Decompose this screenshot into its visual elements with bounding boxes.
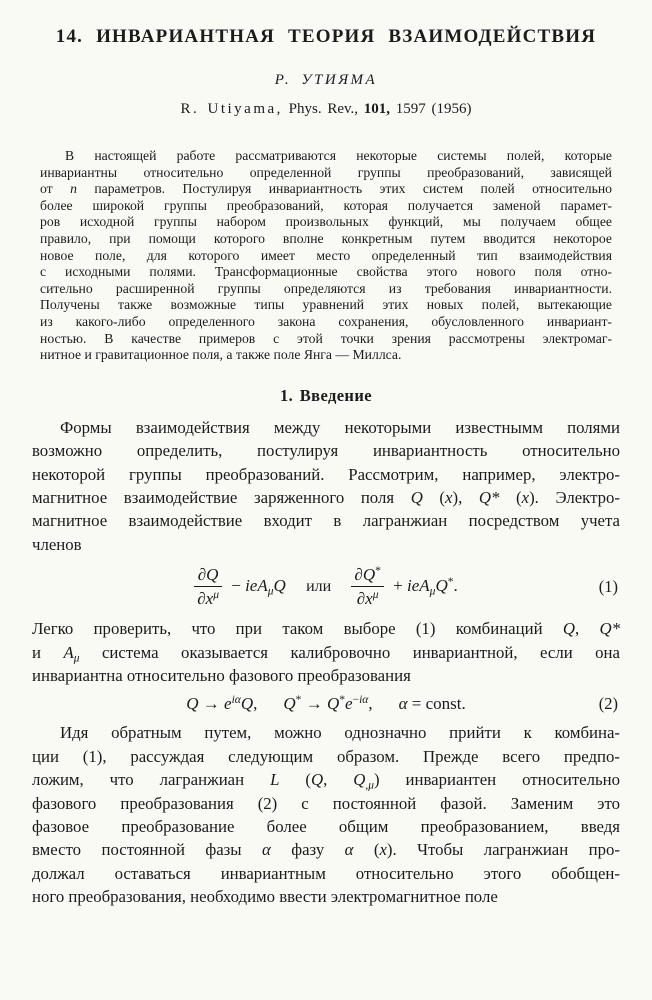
equation-1 (32, 562, 620, 611)
reference-volume: 101, (363, 101, 391, 117)
intro-paragraph-1 (32, 416, 620, 556)
text-line: инвариантна относительно фазового преобразования (32, 666, 411, 686)
fraction (351, 565, 383, 608)
text-line: должал оставаться инвариантным относительно этого обобщен- (32, 863, 620, 883)
text-line: ции (1), рассуждая следующим образом. Прежде всего предпо- (32, 746, 620, 766)
abstract-line: правило, при помощи которого вполне конкретным путем вводится некоторое (40, 230, 612, 246)
equation-term: const. (425, 694, 466, 714)
equation-term: $Q \to e^{i\alpha}Q$, (186, 693, 258, 714)
abstract-line: Получены также возможные типы уравнений этих новых полей, вытекающие (40, 297, 612, 313)
abstract-line: В настоящей работе рассматриваются некоторые системы полей, которые (65, 148, 612, 163)
fraction-numerator: ∂Q* (351, 565, 383, 587)
text-line: ного преобразования, необходимо ввести электромагнитное поле (32, 887, 498, 907)
abstract-line: с исходными полями. Трансформационные свойства этого нового поля отно- (40, 264, 612, 280)
text-line: и $A_\mu$ система оказывается калибровочно инвариантной, если она (32, 642, 620, 665)
abstract-line: из какого-либо определенного закона сохранения, обусловленного инвариант- (40, 313, 612, 329)
text-line: магнитное взаимодействие заряженного поля Q (x), Q* (x). Электро- (32, 487, 620, 507)
author-name: Р. УТИЯМА (274, 72, 378, 88)
equation-2 (32, 693, 620, 715)
section-heading: 1. Введение (280, 385, 372, 405)
equation-term: − ieA$_\mu$Q (231, 575, 286, 598)
abstract-line: от n параметров. Постулируя инвариантность этих систем полей относительно (40, 181, 612, 197)
abstract-line: сительно расширенной группы определяются из требования инвариантности. (40, 280, 612, 296)
equation-term: α = (398, 694, 426, 714)
abstract-line: ров исходной группы набором произвольных функций, мы получаем общее (40, 214, 612, 230)
abstract-line: новое поле, для которого имеет место определенный тип взаимодействия (40, 247, 612, 263)
fraction-denominator: $\partial x^\mu$ (197, 588, 219, 609)
abstract (40, 148, 612, 364)
equation-term: + ieA$_\mu$Q*. (393, 574, 458, 598)
text-line: возможно определить, постулируя инвариантность относительно (32, 441, 620, 461)
text-line: фазовое преобразование более общим преобразованием, введя (32, 817, 620, 837)
abstract-line: нитное и гравитационное поля, а также поле Янга — Миллса. (40, 347, 402, 363)
text-line: ложим, что лагранжиан L (Q, $Q_{,\mu}$) инвариантен относительно (32, 770, 621, 792)
abstract-line: ностью. В качестве примеров с этой точки зрения рассмотрены электромаг- (40, 330, 612, 346)
page-title: 14. ИНВАРИАНТНАЯ ТЕОРИЯ ВЗАИМОДЕЙСТВИЯ (55, 26, 597, 47)
intro-paragraph-2 (32, 617, 620, 687)
abstract-line: более широкой группы преобразований, которая получается заменой парамет- (40, 197, 612, 213)
equation-number: (2) (598, 694, 618, 714)
equation-term: $Q^* \to Q^*e^{-i\alpha}$, (283, 693, 373, 714)
text-line: членов (32, 534, 82, 554)
text-line: Легко проверить, что при таком выборе (1) комбинаций Q, Q* (32, 619, 620, 639)
text-line: магнитное взаимодействие входит в лагранжиан посредством учета (32, 511, 620, 531)
fraction-denominator: $\partial x^\mu$ (356, 588, 379, 609)
text-line: некоторой группы преобразований. Рассмотрим, например, электро- (32, 464, 620, 484)
reference-pages: 1597 (1956) (395, 101, 472, 117)
abstract-line: инвариантны относительно определенной группы преобразований, зависящей (40, 164, 612, 180)
text-line: вместо постоянной фазы α фазу α (x). Чтобы лагранжиан про- (32, 840, 620, 860)
fraction-numerator: ∂Q (194, 565, 222, 587)
text-line: фазового преобразования (2) с постоянной фазой. Заменим это (32, 793, 620, 813)
fraction (194, 565, 222, 608)
equation-number: (1) (598, 576, 618, 596)
reference (0, 101, 652, 118)
text-line: Формы взаимодействия между некоторыми известнымм полями (60, 417, 620, 437)
text-line: Идя обратным путем, можно однозначно прийти к комбина- (60, 723, 620, 743)
equation-connector: или (306, 577, 332, 595)
reference-author: R. Utiyama, (180, 101, 283, 117)
intro-paragraph-3 (32, 721, 620, 908)
reference-journal: Phys. Rev., (288, 101, 359, 117)
